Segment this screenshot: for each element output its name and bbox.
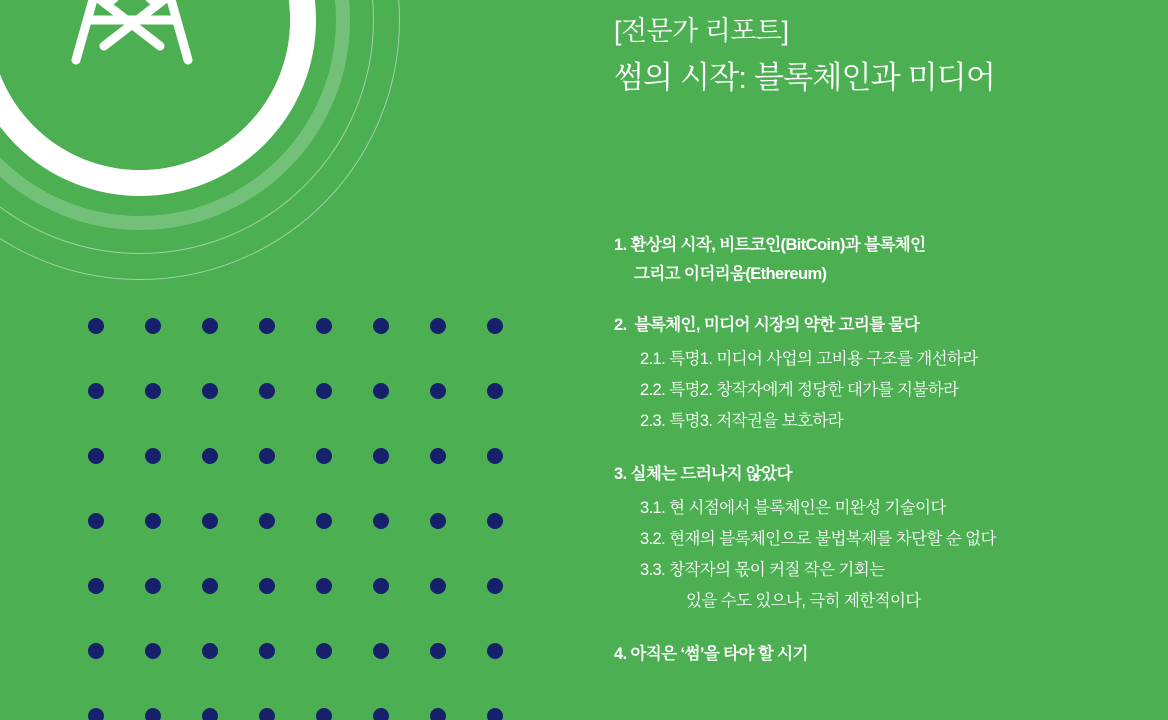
toc-section-title — [614, 310, 1168, 340]
grid-dot — [202, 448, 218, 464]
toc-section-title — [614, 230, 1168, 260]
grid-dot — [373, 513, 389, 529]
grid-dot — [88, 708, 104, 720]
cover-content — [614, 0, 1168, 720]
grid-dot — [202, 318, 218, 334]
toc-section-title — [614, 639, 1168, 669]
toc-subsection-number: 2.1. — [640, 350, 666, 368]
grid-dot — [88, 513, 104, 529]
toc-section-number: 1. — [614, 236, 627, 254]
toc-subsection-label: 창작자의 몫이 커질 작은 기회는 — [669, 561, 885, 579]
toc-subsection-number: 2.2. — [640, 381, 666, 399]
grid-dot — [145, 708, 161, 720]
grid-dot — [202, 383, 218, 399]
broadcast-tower-icon — [42, 0, 222, 70]
toc-subsection-number: 2.3. — [640, 412, 666, 430]
grid-dot — [316, 578, 332, 594]
grid-dot — [202, 513, 218, 529]
grid-dot — [88, 383, 104, 399]
grid-dot — [430, 318, 446, 334]
grid-dot — [373, 578, 389, 594]
grid-dot — [316, 318, 332, 334]
grid-dot — [202, 708, 218, 720]
toc-subsection-label: 현 시점에서 블록체인은 미완성 기술이다 — [669, 499, 946, 517]
toc-subsection-label: 특명1. 미디어 사업의 고비용 구조를 개선하라 — [669, 350, 978, 368]
toc-section-number: 2. — [614, 316, 627, 334]
toc-section-title-continuation: 그리고 이더리움(Ethereum) — [634, 265, 827, 283]
grid-dot — [88, 318, 104, 334]
grid-dot — [259, 708, 275, 720]
grid-dot — [145, 383, 161, 399]
toc-subsection-number: 3.3. — [640, 561, 666, 579]
grid-dot — [316, 383, 332, 399]
report-kicker: [전문가 리포트] — [614, 16, 789, 46]
grid-dot — [487, 318, 503, 334]
grid-dot — [430, 383, 446, 399]
toc-section-label: 아직은 ‘썸’을 타야 할 시기 — [630, 645, 808, 663]
grid-dot — [259, 578, 275, 594]
toc-subsection — [614, 406, 1168, 437]
grid-dot — [145, 643, 161, 659]
toc-section — [614, 230, 1168, 288]
toc-subsection-label: 특명3. 저작권을 보호하라 — [669, 412, 844, 430]
grid-dot — [88, 448, 104, 464]
toc-section-title — [614, 459, 1168, 489]
toc-section-label: 블록체인, 미디어 시장의 약한 고리를 물다 — [634, 316, 920, 334]
grid-dot — [202, 578, 218, 594]
toc-section — [614, 459, 1168, 617]
grid-dot — [316, 708, 332, 720]
grid-dot — [487, 708, 503, 720]
grid-dot — [316, 643, 332, 659]
grid-dot — [430, 448, 446, 464]
grid-dot — [316, 513, 332, 529]
toc-section-label: 환상의 시작, 비트코인(BitCoin)과 블록체인 — [630, 236, 926, 254]
grid-dot — [145, 513, 161, 529]
table-of-contents — [614, 230, 1168, 669]
grid-dot — [145, 448, 161, 464]
grid-dot — [430, 708, 446, 720]
grid-dot — [487, 513, 503, 529]
grid-dot — [373, 383, 389, 399]
grid-dot — [259, 448, 275, 464]
toc-subsection — [614, 493, 1168, 524]
toc-subsection — [614, 555, 1168, 586]
toc-subsection — [614, 344, 1168, 375]
grid-dot — [487, 578, 503, 594]
dot-grid-decoration — [88, 318, 544, 720]
toc-subsection-continuation: 있을 수도 있으나, 극히 제한적이다 — [686, 592, 921, 610]
toc-section — [614, 639, 1168, 669]
toc-section — [614, 310, 1168, 437]
grid-dot — [487, 383, 503, 399]
toc-section-label: 실체는 드러나지 않았다 — [630, 465, 792, 483]
toc-subsection-number: 3.1. — [640, 499, 666, 517]
grid-dot — [316, 448, 332, 464]
grid-dot — [259, 318, 275, 334]
toc-subsection — [614, 524, 1168, 555]
grid-dot — [487, 643, 503, 659]
grid-dot — [259, 383, 275, 399]
title-block — [614, 0, 1168, 100]
grid-dot — [373, 448, 389, 464]
grid-dot — [373, 643, 389, 659]
toc-subsection — [614, 375, 1168, 406]
grid-dot — [373, 708, 389, 720]
grid-dot — [88, 578, 104, 594]
grid-dot — [430, 513, 446, 529]
grid-dot — [88, 643, 104, 659]
grid-dot — [259, 513, 275, 529]
toc-subsection-label: 특명2. 창작자에게 정당한 대가를 지불하라 — [669, 381, 959, 399]
grid-dot — [430, 578, 446, 594]
grid-dot — [202, 643, 218, 659]
grid-dot — [373, 318, 389, 334]
report-headline: 썸의 시작: 블록체인과 미디어 — [614, 60, 996, 95]
grid-dot — [487, 448, 503, 464]
toc-section-number: 3. — [614, 465, 627, 483]
grid-dot — [145, 578, 161, 594]
grid-dot — [430, 643, 446, 659]
grid-dot — [145, 318, 161, 334]
toc-subsection-number: 3.2. — [640, 530, 666, 548]
toc-subsection-label: 현재의 블록체인으로 불법복제를 차단할 순 없다 — [669, 530, 996, 548]
toc-section-number: 4. — [614, 645, 627, 663]
grid-dot — [259, 643, 275, 659]
